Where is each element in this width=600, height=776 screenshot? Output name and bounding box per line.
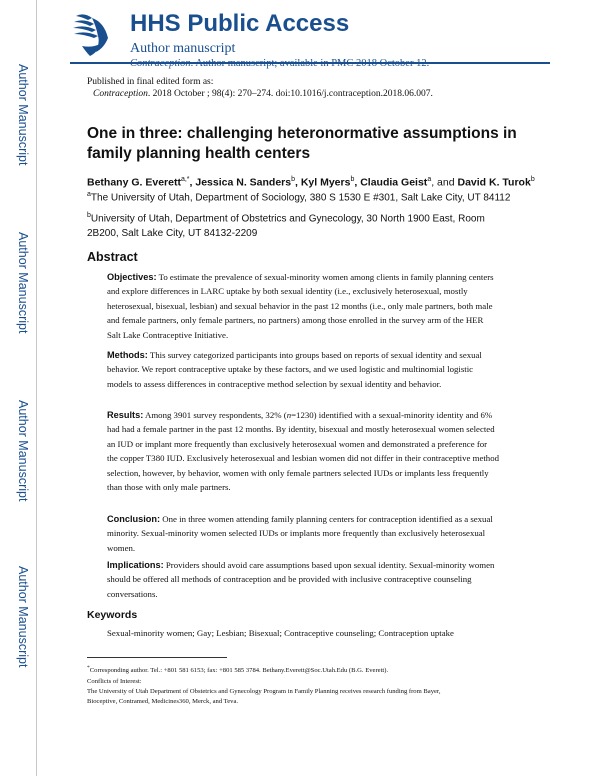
corresponding-author-footnote: *Corresponding author. Tel.: +801 581 6153; fax: +801 585 3784. Bethany.Everett@Soc.Utah.Edu (B.G. Everett). [87,665,389,675]
footnote-rule [87,657,227,658]
author-manuscript-subtitle: Author manuscript [130,41,236,56]
affiliation-a: $^a$The University of Utah, Department of Sociology, 380 S 1530 E #301, Salt Lake City, UT 84112 [87,191,511,204]
author-manuscript-margin-label: Author Manuscript [16,400,30,502]
hhs-public-access-title: HHS Public Access [130,10,350,37]
article-title: One in three: challenging heteronormative assumptions in family planning health centers [87,125,517,162]
abstract-results: Results: Among 3901 survey respondents, 32% (n=1230) identified with a sexual-minority identity and 6% had had a female partner in the past 12 months. By identity, bisexual and mostly heterosexual women selected an IUD or implant more frequently than exclusively heterosexual women and demonstrated a preference for the copper T380 IUD. Exclusively heterosexual and lesbian women did not differ in their contraceptive method selection, however, by behavior, women with only female partners selected IUDs or implants less frequently than those with only male partners. [107,410,499,493]
author-name: Bethany G. Everett [87,176,181,189]
abstract-conclusion: Conclusion: One in three women attending family planning centers for contraception identified as a sexual minority. Sexual-minority women selected IUDs or implants more frequently than exclusively heterosexual women. [107,514,493,553]
author-manuscript-margin-label: Author Manuscript [16,566,30,668]
keywords-list: Sexual-minority women; Gay; Lesbian; Bisexual; Contraceptive counseling; Contraception uptake [107,628,454,638]
citation: Contraception. 2018 October ; 98(4): 270–274. doi:10.1016/j.contraception.2018.06.007. [93,89,433,99]
conflicts-heading: Conflicts of Interest: [87,678,142,685]
author-list: Bethany G. Everett$^{a,*}$, Jessica N. Sanders$^b$, Kyl Myers$^b$, Claudia Geist$^a$, and David K. Turok$^b$ [87,176,535,189]
keywords-heading: Keywords [87,609,138,621]
header-rule [70,62,550,64]
abstract-implications: Implications: Providers should avoid care assumptions based upon sexual identity. Sexual-minority women should be offered all methods of contraception and be provided with inclusive contraceptive counseling conversations. [107,560,495,599]
author-name: Jessica N. Sanders [195,176,292,189]
abstract-objectives: Objectives: To estimate the prevalence of sexual-minority women among clients in family planning centers and explore differences in LARC uptake by both sexual identity (i.e., exclusively heterosexual, mostly heterosexual, bisexual, lesbian) and sexual behavior in the past 12 months (i.e., only male partners, both male and female partners, only female partners, no partners) among those enrolled in the survey arm of the HER Salt Lake Contraceptive Initiative. [107,272,494,340]
abstract-heading: Abstract [87,250,138,264]
margin-divider [36,0,37,776]
abstract-methods: Methods: This survey categorized participants into groups based on reports of sexual identity and sexual behavior. We report contraceptive uptake by these factors, and we used logistic and multinomial logistic models to assess differences in contraceptive method selection by sexual identity and behavior. [107,350,482,389]
affiliation-b: $^b$University of Utah, Department of Obstetrics and Gynecology, 30 North 1900 East, Room 2B200, Salt Lake City, UT 84132-2209 [87,212,485,240]
author-manuscript-margin-label: Author Manuscript [16,64,30,166]
author-name: Kyl Myers [300,176,351,189]
author-name: David K. Turok [457,176,531,189]
conflicts-text: Bioceptive, Contramed, Medicines360, Merck, and Teva. [87,698,239,705]
author-name: Claudia Geist [360,176,428,189]
published-in-label: Published in final edited form as: [87,77,214,87]
author-manuscript-margin-label: Author Manuscript [16,232,30,334]
hhs-eagle-logo-icon [70,8,114,60]
conflicts-text: The University of Utah Department of Obstetrics and Gynecology Program in Family Planning receives research funding from Bayer, [87,688,441,695]
